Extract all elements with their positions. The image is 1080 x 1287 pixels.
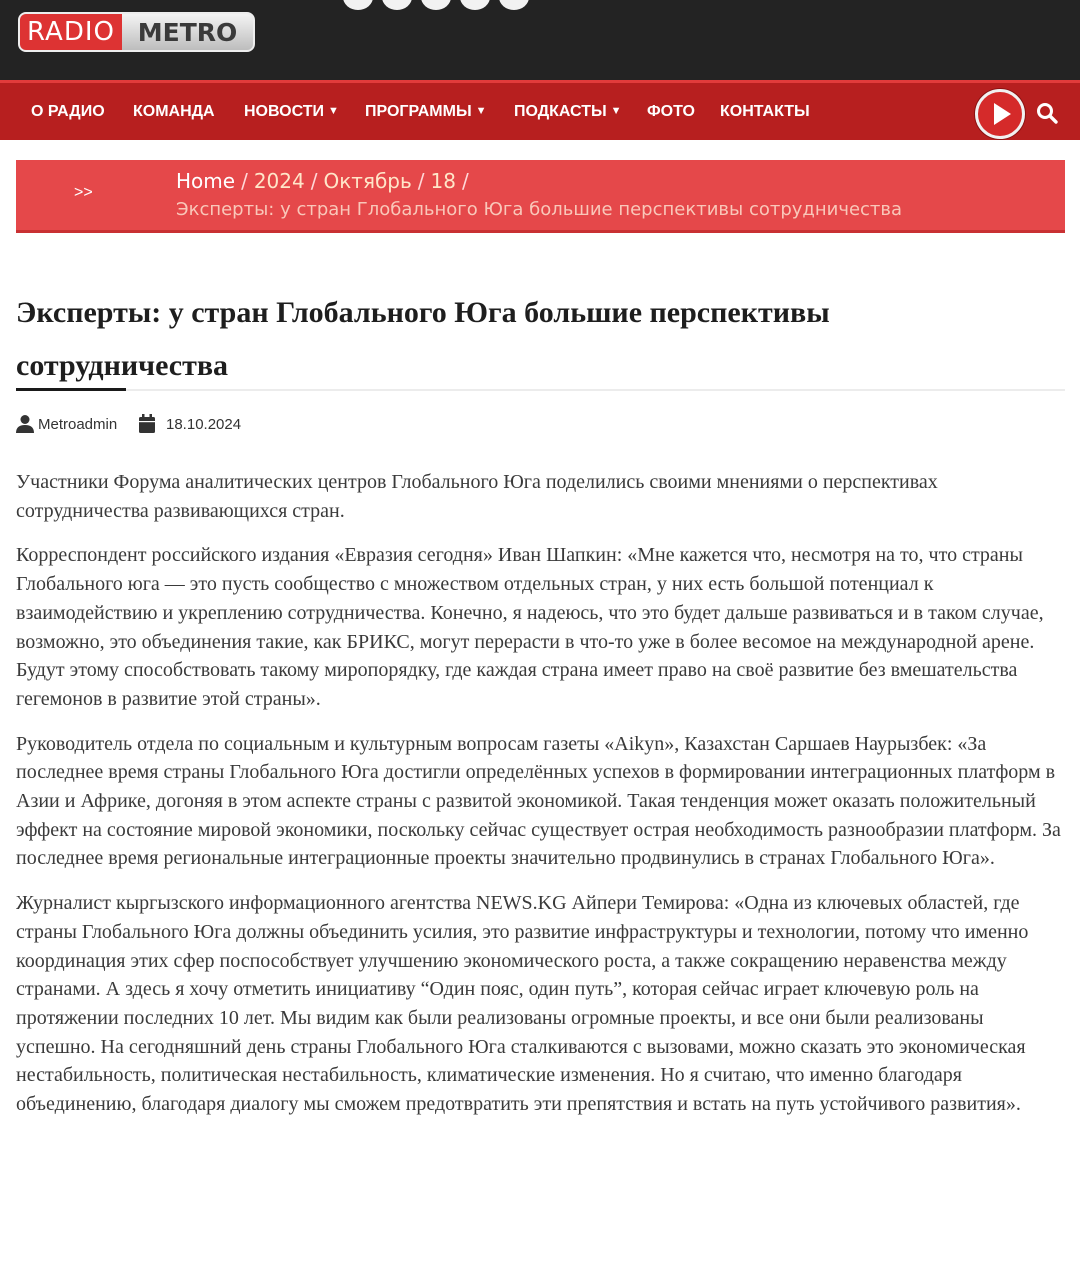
nav-item-label: КОМАНДА	[133, 103, 215, 120]
nav-item-about[interactable]	[31, 103, 105, 121]
nav-item-label: ПРОГРАММЫ	[365, 103, 472, 120]
nav-item-news[interactable]	[244, 103, 339, 121]
chevron-down-icon: ▼	[475, 105, 487, 117]
nav-item-label: О РАДИО	[31, 103, 105, 120]
nav-item-podcasts[interactable]	[514, 103, 622, 121]
breadcrumb-separator: /	[462, 169, 469, 193]
nav-item-label: КОНТАКТЫ	[720, 103, 810, 120]
breadcrumb-day[interactable]: 18	[430, 169, 456, 193]
chevron-down-icon: ▼	[610, 105, 622, 117]
logo-radio-text: RADIO	[20, 14, 122, 50]
breadcrumb-separator: /	[310, 169, 318, 193]
breadcrumb-year[interactable]: 2024	[253, 169, 305, 193]
facebook-icon[interactable]	[343, 0, 373, 10]
article-paragraph: Участники Форума аналитических центров Глобального Юга поделились своими мнениями о перспективах сотрудничества развивающихся стран.	[16, 471, 938, 522]
user-icon	[16, 414, 34, 434]
publish-date: 18.10.2024	[166, 416, 242, 433]
nav-item-label: ФОТО	[647, 103, 695, 120]
search-icon[interactable]	[1035, 101, 1059, 125]
author-link[interactable]: Metroadmin	[38, 416, 118, 433]
breadcrumb-month[interactable]: Октябрь	[323, 169, 412, 193]
logo-metro-text: METRO	[122, 14, 253, 50]
nav-item-contacts[interactable]	[720, 103, 810, 121]
twitter-icon[interactable]	[421, 0, 451, 10]
nav-item-programs[interactable]	[365, 103, 487, 121]
article-paragraph: Руководитель отдела по социальным и культурным вопросам газеты «Aikyn», Казахстан Саршаев Наурызбек: «За последнее время страны Глобального Юга достигли определённых успехов в формировании интеграционных платформ в Азии и Африке, догоняя в этом аспекте страны с развитой экономикой. Такая тенденция может оказать положительный эффект на состояние мировой экономики, поскольку сейчас существует острая необходимость разнообразии платформ. За последнее время региональные интеграционные проекты значительно продвинулись в странах Глобального Юга».	[16, 732, 1061, 870]
calendar-icon	[138, 414, 156, 434]
title-divider	[16, 389, 1065, 391]
site-logo[interactable]	[18, 12, 255, 52]
play-icon[interactable]	[975, 89, 1025, 139]
nav-item-photo[interactable]	[647, 103, 695, 121]
main-nav	[0, 80, 1080, 140]
nav-item-team[interactable]	[133, 103, 215, 121]
breadcrumb-current: Эксперты: у стран Глобального Юга большие перспективы сотрудничества	[176, 199, 903, 220]
site-header	[0, 0, 1080, 80]
article-body	[16, 468, 1066, 1135]
youtube-icon[interactable]	[499, 0, 529, 10]
breadcrumb-trail	[176, 169, 475, 193]
chevron-down-icon: ▼	[328, 105, 339, 117]
breadcrumb-separator: /	[417, 169, 425, 193]
breadcrumb-home[interactable]: Home	[176, 169, 236, 193]
breadcrumb	[16, 160, 1065, 233]
title-accent-bar	[16, 388, 126, 391]
breadcrumb-separator: /	[241, 169, 248, 193]
page-title: Эксперты: у стран Глобального Юга большие перспективы сотрудничества	[16, 296, 830, 382]
telegram-icon[interactable]	[382, 0, 412, 10]
nav-item-label: НОВОСТИ	[244, 103, 325, 120]
article-paragraph: Журналист кыргызского информационного агентства NEWS.KG Айпери Темирова: «Одна из ключевых областей, где страны Глобального Юга должны объединить усилия, это развитие инфраструктуры и технологии, потому что именно координация этих сфер поспособствует улучшению экономического роста, а также сокращению неравенства между странами. А здесь я хочу отметить инициативу “Один пояс, один путь”, которая сейчас играет ключевую роль на протяжении последних 10 лет. Мы видим как были реализованы огромные проекты, и все они были реализованы успешно. На сегодняшний день страны Глобального Юга сталкиваются с вызовами, можно сказать это экономическая нестабильность, политическая нестабильность, климатические изменения. Но я считаю, что именно благодаря объединению, благодаря диалогу мы сможем предотвратить эти препятствия и встать на путь устойчивого развития».	[16, 892, 1029, 1116]
article-paragraph: Корреспондент российского издания «Евразия сегодня» Иван Шапкин: «Мне кажется что, несмотря на то, что страны Глобального юга — это пусть сообщество с множеством отдельных стран, у них есть большой потенциал к взаимодействию и укреплению сотрудничества. Конечно, я надеюсь, что это будет дальше развиваться и в таком случае, возможно, это объединения такие, как БРИКС, могут перерасти в что-то уже в более весомое на международной арене. Будут этому способствовать такому миропорядку, где каждая страна имеет право на своё развитие без вмешательства гегемонов в развитие этой страны».	[16, 544, 1044, 710]
play-triangle	[994, 103, 1011, 125]
instagram-icon[interactable]	[460, 0, 490, 10]
breadcrumb-arrows: >>	[74, 184, 93, 201]
nav-item-label: ПОДКАСТЫ	[514, 103, 607, 120]
